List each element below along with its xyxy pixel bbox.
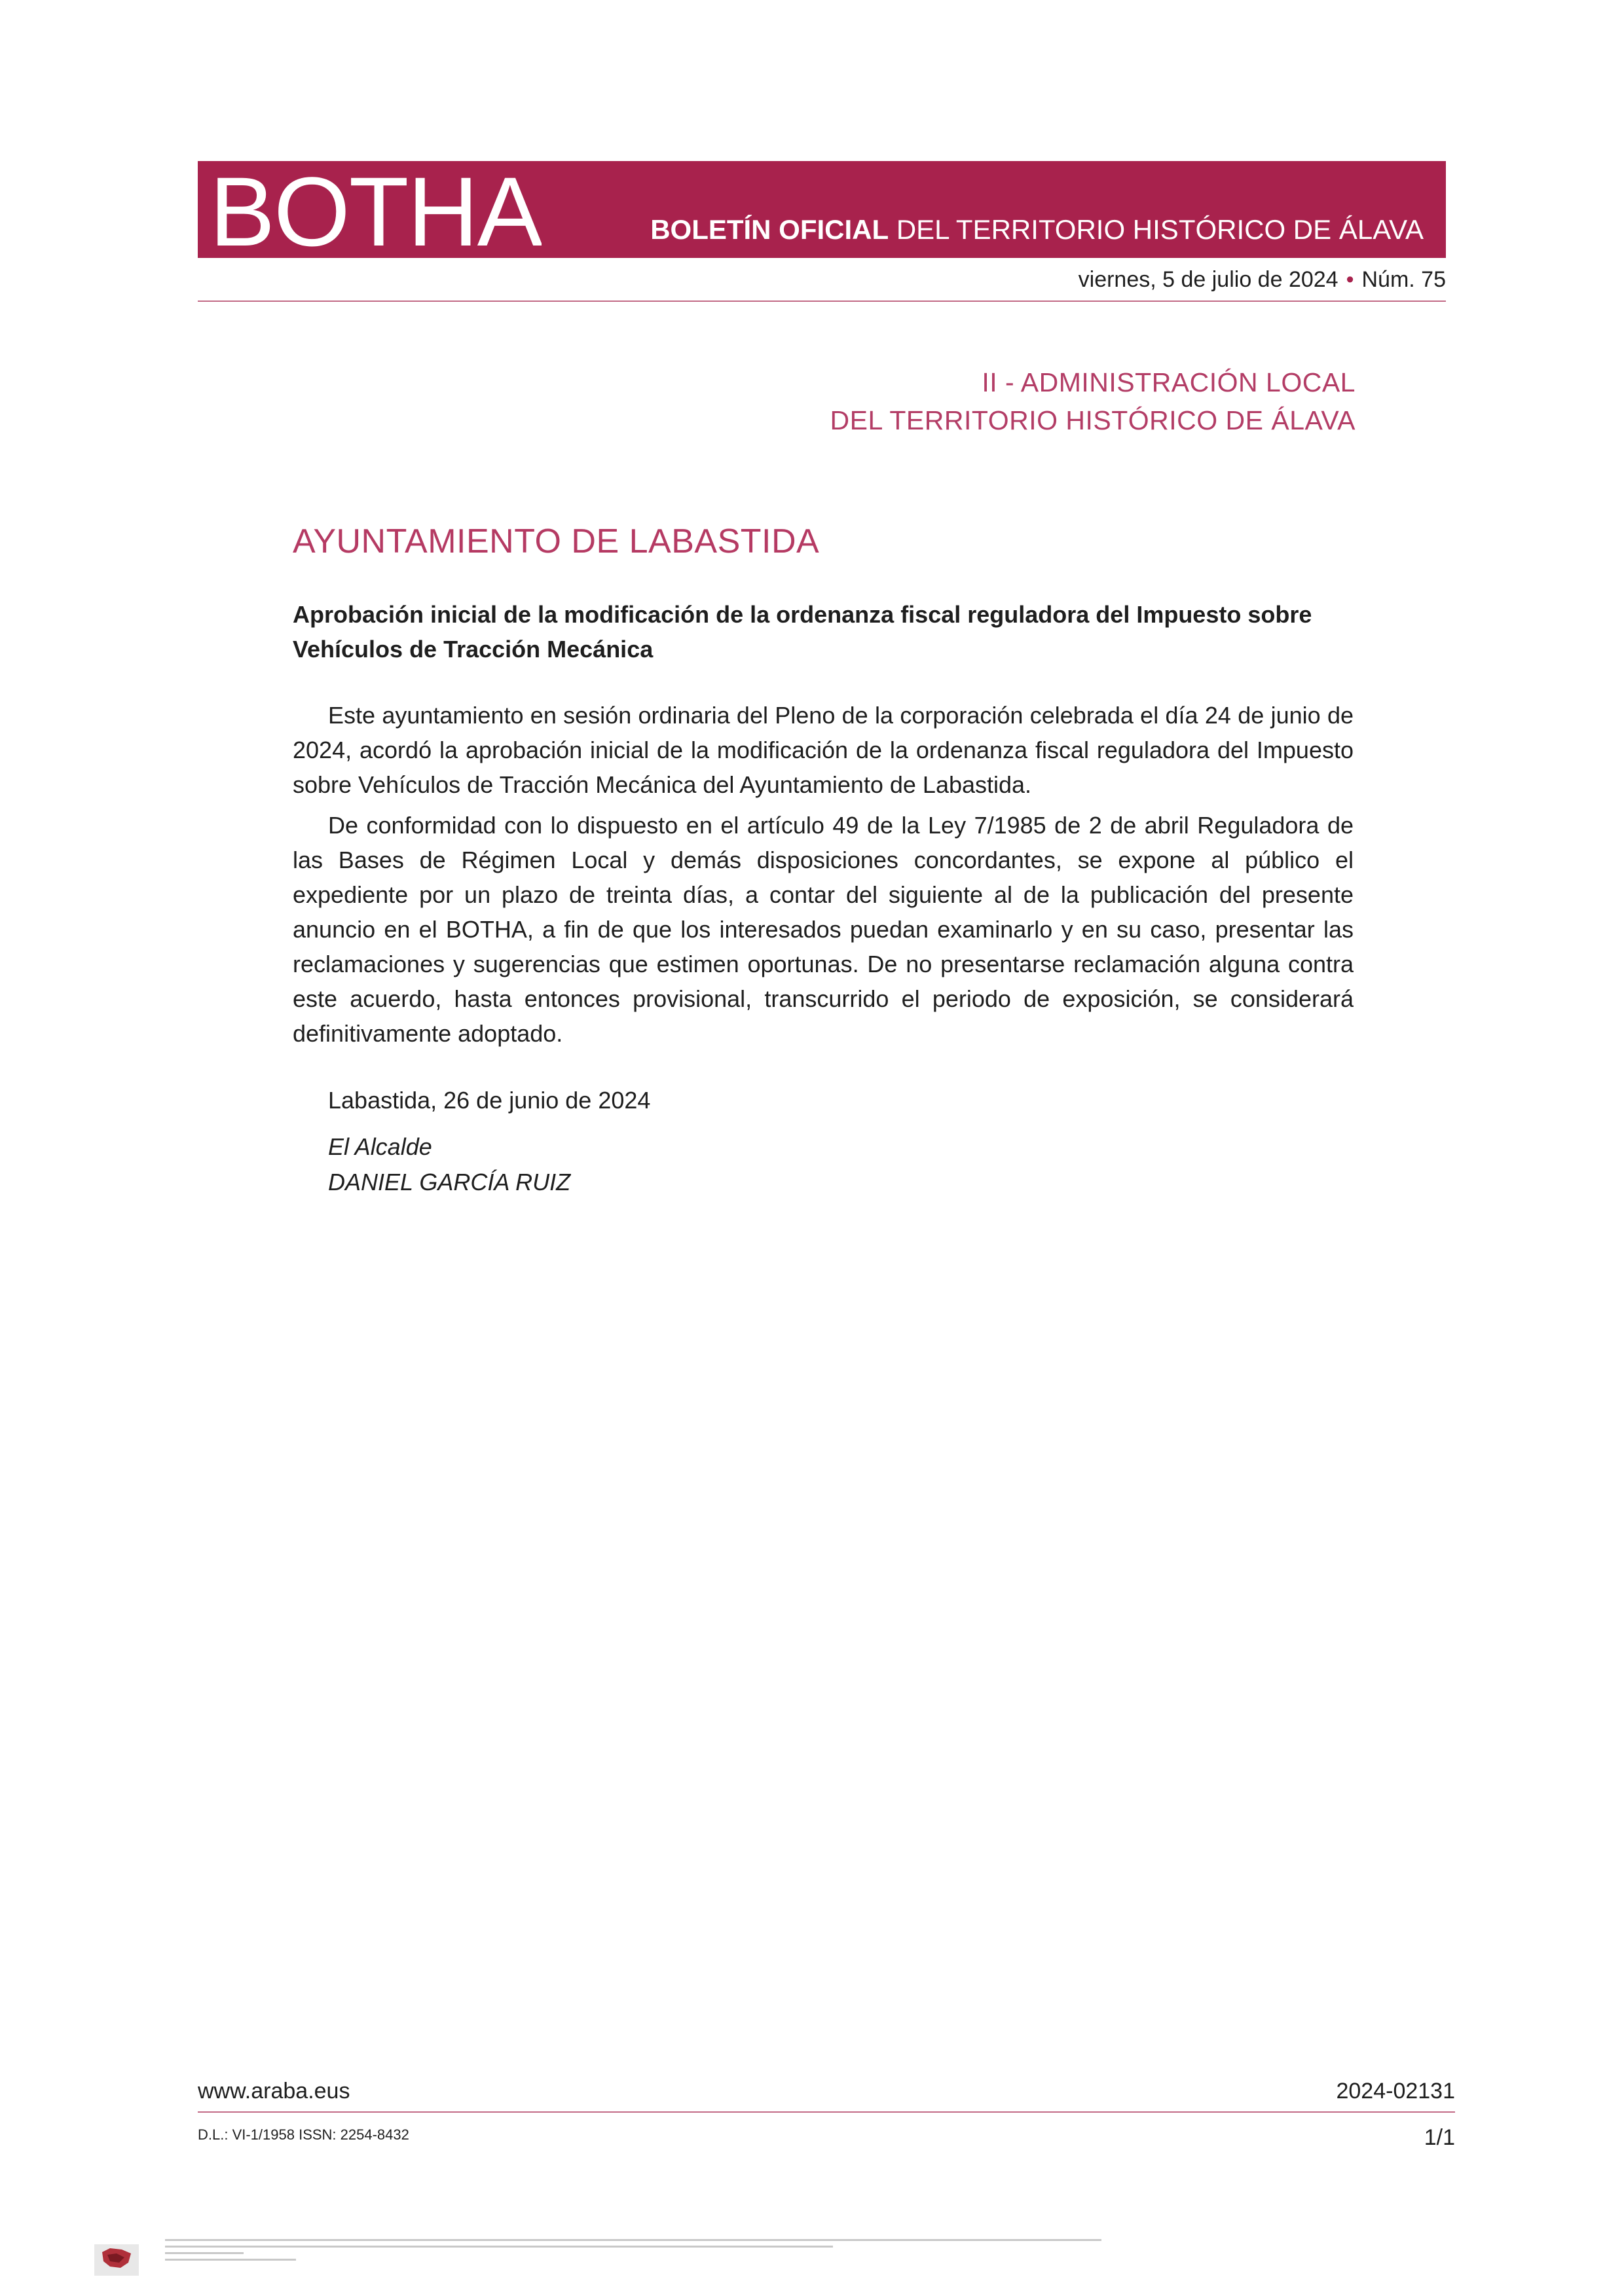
- section-line-2: DEL TERRITORIO HISTÓRICO DE ÁLAVA: [830, 405, 1356, 435]
- institution-name: AYUNTAMIENTO DE LABASTIDA: [293, 522, 820, 560]
- footer-document-code: 2024-02131: [1336, 2079, 1455, 2104]
- footer-page-number: 1/1: [1424, 2125, 1455, 2150]
- announcement-title: Aprobación inicial de la modificación de la ordenanza fiscal reguladora del Impuesto sobre Vehículos de Tracción Mecánica: [293, 601, 1312, 663]
- header-divider: [198, 301, 1446, 302]
- section-line-1: II - ADMINISTRACIÓN LOCAL: [982, 367, 1356, 397]
- coat-of-arms-icon: [90, 2239, 143, 2281]
- bulletin-title: [650, 213, 1424, 246]
- footer-divider: [198, 2111, 1455, 2113]
- signatory-role: El Alcalde: [328, 1133, 432, 1160]
- section-heading: [830, 363, 1356, 439]
- footer-website-link[interactable]: www.araba.eus: [198, 2079, 350, 2104]
- issue-date: viernes, 5 de julio de 2024: [1078, 267, 1338, 292]
- issue-bullet: •: [1346, 267, 1354, 292]
- bulletin-title-bold: BOLETÍN OFICIAL: [650, 214, 889, 245]
- body-paragraph-1: Este ayuntamiento en sesión ordinaria del Pleno de la corporación celebrada el día 24 de junio de 2024, acordó la aprobación inicial de la modificación de la ordenanza fiscal reguladora del Impuesto sobre Vehículos de Tracción Mecánica del Ayuntamiento de Labastida.: [293, 702, 1354, 798]
- footer-legal-deposit: D.L.: VI-1/1958 ISSN: 2254-8432: [198, 2126, 409, 2143]
- issue-line: [1079, 265, 1446, 294]
- signatory-name: DANIEL GARCÍA RUIZ: [328, 1169, 571, 1195]
- botha-logo: BOTHA: [210, 162, 542, 261]
- issue-number: Núm. 75: [1361, 267, 1446, 292]
- electronic-signature-stamp: [165, 2236, 1115, 2276]
- bulletin-title-rest: DEL TERRITORIO HISTÓRICO DE ÁLAVA: [889, 214, 1424, 245]
- body-paragraph-2: De conformidad con lo dispuesto en el artículo 49 de la Ley 7/1985 de 2 de abril Reguladora de las Bases de Régimen Local y demás disposiciones concordantes, se expone al público el expediente por un plazo de treinta días, a contar del siguiente al de la publicación del presente anuncio en el BOTHA, a fin de que los interesados puedan examinarlo y en su caso, presentar las reclamaciones y sugerencias que estimen oportunas. De no presentarse reclamación alguna contra este acuerdo, hasta entonces provisional, transcurrido el periodo de exposición, se considerará definitivamente adoptado.: [293, 812, 1354, 1047]
- place-date: Labastida, 26 de junio de 2024: [328, 1087, 651, 1114]
